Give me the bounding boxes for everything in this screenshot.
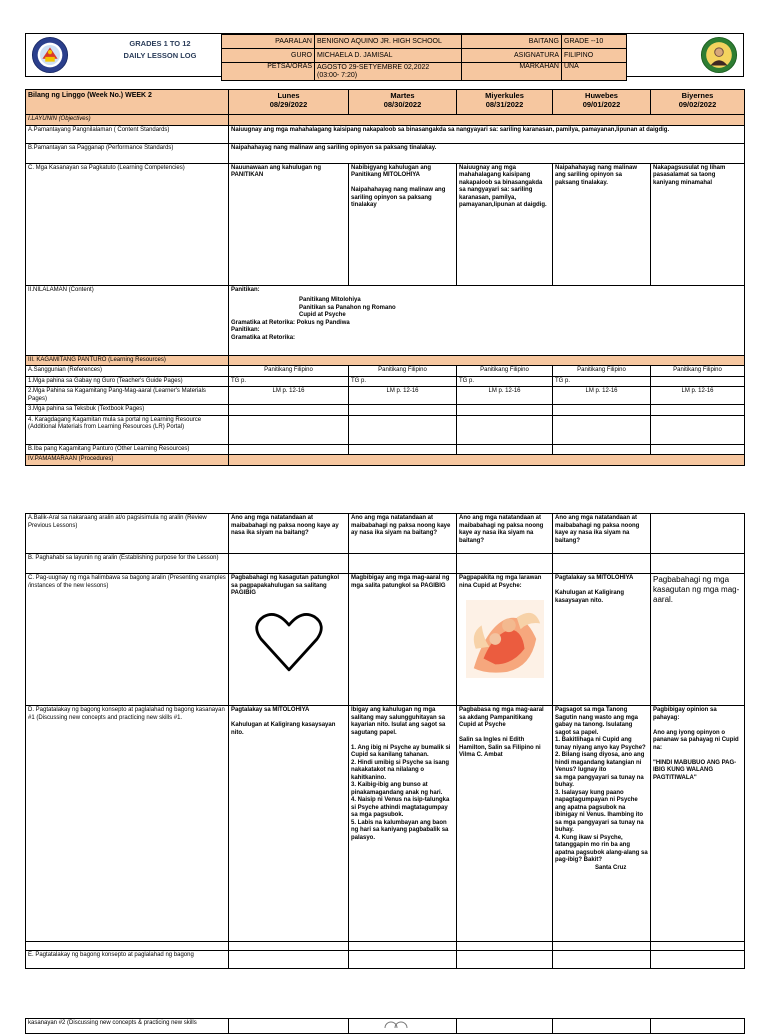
references-label: A.Sanggunian (References) xyxy=(26,366,229,377)
discuss1-monday: Pagtalakay sa MITOLOHIYA Kahulugan at Kaligirang kasaysayan nito. xyxy=(229,706,349,942)
lesson-table-part-2 xyxy=(25,513,745,969)
subject-value: FILIPINO xyxy=(562,49,627,63)
day-date: 09/02/2022 xyxy=(678,100,717,109)
cupid-and-psyche-painting xyxy=(466,600,544,678)
examples-friday: Pagbabahagi ng mga kasagutan ng mga mag-aaral. xyxy=(651,574,745,706)
content-label: II.NILALAMAN (Content) xyxy=(26,285,229,355)
lm-cell: LM p. 12-16 xyxy=(349,387,457,405)
review-label: A.Balik-Aral sa nakaraang aralin at/o pagsisimula ng aralin (Review Previous Lessons) xyxy=(26,514,229,554)
subject-label: ASIGNATURA xyxy=(462,49,562,63)
reference-cell: Panitikang Filipino xyxy=(651,366,745,377)
day-name: Huwebes xyxy=(585,91,618,100)
day-name: Miyerkules xyxy=(485,91,524,100)
resources-band xyxy=(229,355,745,366)
content-line: Panitikan: xyxy=(231,286,260,293)
grade-value: GRADE --10 xyxy=(562,35,627,49)
review-tuesday: Ano ang mga natatandaan at maibabahagi ng paksa noong kaye ay nasa ika siyam na baitang? xyxy=(349,514,457,554)
day-date: 08/31/2022 xyxy=(485,100,524,109)
competency-wednesday: Naiuugnay ang mga mahahalagang kaisipang nakapaloob sa binasangakda sa nangyayari sa: sariling karanasan, pamilya, pamayanan,lipunan at daigdig. xyxy=(457,163,553,285)
procedures-label: IV.PAMAMARAAN (Procedures) xyxy=(26,455,229,466)
circles-icon xyxy=(351,1020,411,1028)
objectives-band xyxy=(229,115,745,126)
discuss-concepts-2-continued-label: kasanayan #2 (Discussing new concepts & practicing new skills xyxy=(26,1019,229,1034)
teacher-value: MICHAELA D. JAMISAL xyxy=(315,49,462,63)
lm-cell: LM p. 12-16 xyxy=(457,387,553,405)
school-seal-logo xyxy=(700,36,738,74)
grade-label: BAITANG xyxy=(462,35,562,49)
examples-tuesday: Magbibigay ang mga mag-aaral ng mga salita patungkol sa PAGIBIG xyxy=(349,574,457,706)
day-name: Lunes xyxy=(277,91,300,100)
day-date: 08/29/2022 xyxy=(269,100,308,109)
deped-seal-logo xyxy=(31,36,69,74)
reference-cell: Panitikang Filipino xyxy=(349,366,457,377)
title-line-1: GRADES 1 TO 12 xyxy=(129,39,191,48)
teacher-label: GURO xyxy=(222,49,315,63)
teachers-guide-label: 1.Mga pahina sa Gabay ng Guro (Teacher's Guide Pages) xyxy=(26,376,229,387)
content-line: Gramatika at Retorika: xyxy=(231,334,296,341)
content-line: Panitikan sa Panahon ng Romano xyxy=(299,304,396,311)
competency-tuesday: Nabibigyang kahulugan ang Panitikang MITOLOHIYA Naipahahayag nang malinaw ang sariling opinyon sa paksang tinalakay xyxy=(349,163,457,285)
header-info-table xyxy=(221,34,627,81)
signature-name: Santa Cruz xyxy=(595,864,627,871)
content-line: Panitikang Mitolohiya xyxy=(299,297,361,303)
textbook-label: 3.Mga pahina sa Teksbuk (Textbook Pages) xyxy=(26,405,229,416)
tg-cell: TG p. xyxy=(457,376,553,387)
dll-header xyxy=(25,33,744,77)
school-label: PAARALAN xyxy=(222,35,315,49)
tg-cell: TG p. xyxy=(229,376,349,387)
other-resources-label: B.Iba pang Kagamitang Panturo (Other Learning Resources) xyxy=(26,444,229,455)
lesson-table-part-1 xyxy=(25,89,745,466)
review-thursday: Ano ang mga natatandaan at maibabahagi ng paksa noong kaye ay nasa ika siyam na baitang? xyxy=(553,514,651,554)
competency-thursday: Naipahahayag nang malinaw ang sariling opinyon sa paksang tinalakay. xyxy=(553,163,651,285)
reference-cell: Panitikang Filipino xyxy=(457,366,553,377)
examples-text: Pagpapakita ng mga larawan nina Cupid at Psyche: xyxy=(459,575,542,589)
content-line: Gramatika at Retorika: Pokus ng Pandiwa xyxy=(231,319,350,326)
learners-materials-label: 2.Mga Pahina sa Kagamitang Pang-Mag-aaral (Learner's Materials Pages) xyxy=(26,387,229,405)
heart-icon xyxy=(254,610,324,675)
examples-wednesday xyxy=(457,574,553,706)
dll-title xyxy=(104,38,216,62)
content-standards-label: A.Pamantayang Pangnilalaman ( Content Standards) xyxy=(26,125,229,143)
competency-friday: Nakapagsusulat ng liham pasasalamat sa taong kaniyang minamahal xyxy=(651,163,745,285)
discuss1-thursday xyxy=(553,706,651,942)
examples-label: C. Pag-uugnay ng mga halimbawa sa bagong aralin (Presenting examples /instances of the new lessons) xyxy=(26,574,229,706)
content-line: Cupid at Psyche xyxy=(299,312,346,318)
quarter-label: MARKAHAN xyxy=(462,63,562,81)
examples-text: Pagbabahagi ng kasagutan patungkol sa pagpapakahulugan sa salitang PAGIBIG xyxy=(231,575,340,596)
circles-cell xyxy=(349,1019,457,1034)
resources-label: III. KAGAMITANG PANTURO (Learning Resources) xyxy=(26,355,229,366)
content-line: Panitikan: xyxy=(231,327,260,333)
discuss1-tuesday: Ibigay ang kahulugan ng mga salitang may salungguhitayan sa kayarian nito. Isulat ang sagot sa sagutang papel. 1. Ang ibig ni Psyche ay bumalik si Cupid sa kanilang tahanan. 2. Hindi umibig si Psyche sa isang nakakatakot na nilalang o kahitkanino. 3. Kaibig-ibig ang bunso at pinakamagandang anak ng hari. 4. Naisip ni Venus na isip-talungka si Psyche athindi magtatagumpay sa mga pagsubok. 5. Labis na kalumbayan ang baon ng hari sa kaniyang pagbabalik sa palasyo. xyxy=(349,706,457,942)
school-value: BENIGNO AQUINO JR. HIGH SCHOOL xyxy=(315,35,462,49)
date-range: AGOSTO 29-SETYEMBRE 02,2022 xyxy=(317,64,430,71)
lm-cell: LM p. 12-16 xyxy=(553,387,651,405)
additional-materials-label: 4. Karagdagang Kagamitan mula sa portal ng Learning Resource (Additional Materials from Learning Resources (LR) Portal) xyxy=(26,415,229,444)
day-header-friday xyxy=(651,90,745,115)
examples-thursday: Pagtalakay sa MITOLOHIYA Kahulugan at Kaligirang kasaysayan nito. xyxy=(553,574,651,706)
reference-cell: Panitikang Filipino xyxy=(553,366,651,377)
performance-standards-text: Naipahahayag nang malinaw ang sariling opinyon sa paksang tinalakay. xyxy=(229,143,745,163)
purpose-label: B. Paghahabi sa layunin ng aralin (Establishing purpose for the Lesson) xyxy=(26,554,229,574)
content-standards-text: Naiuugnay ang mga mahahalagang kaisipang nakapaloob sa binasangakda sa nangyayari sa: sariling karanasan, pamilya, pamayanan,lipunan at daigdig. xyxy=(229,125,745,143)
time-range: (03:00- 7:20) xyxy=(317,72,358,79)
content-text xyxy=(229,285,745,355)
tg-cell: TG p. xyxy=(349,376,457,387)
lm-cell: LM p. 12-16 xyxy=(651,387,745,405)
competency-monday: Nauunawaan ang kahulugan ng PANITIKAN xyxy=(229,163,349,285)
discuss1-text: Pagsagot sa mga Tanong Sagutin nang wasto ang mga gabay na tanong. Isulatang sagot sa papel. 1. Bakitlihaga ni Cupid ang tunay niyang anyo kay Psyche? 2. Bilang isang diyosa, ano ang hindi magandang katangian ni Venus? Iugnay ito sa mga pangyayari sa tunay na buhay. 3. Isalaysay kung paano napagtagumpayan ni Psyche ang apatna pagsubok na ibinigay ni Venus. Ihambing ito sa mga pangyayari sa tunay na buhay. 4. Kung ikaw si Psyche, tatanggapin mo rin ba ang apatna pagsubok alang-alang sa pag-ibig? Bakit? xyxy=(555,707,648,863)
performance-standards-label: B.Pamantayan sa Pagganap (Performance Standards) xyxy=(26,143,229,163)
title-line-2: DAILY LESSON LOG xyxy=(123,51,197,60)
tg-cell xyxy=(651,376,745,387)
lesson-table-part-3 xyxy=(25,1018,745,1034)
day-name: Martes xyxy=(390,91,415,100)
day-header-thursday xyxy=(553,90,651,115)
objectives-label: I.LAYUNIN (Objectives) xyxy=(26,115,229,126)
lm-cell: LM p. 12-16 xyxy=(229,387,349,405)
week-number: Bilang ng Linggo (Week No.) WEEK 2 xyxy=(26,90,229,115)
review-friday xyxy=(651,514,745,554)
day-date: 08/30/2022 xyxy=(383,100,422,109)
discuss1-friday: Pagbibigay opinion sa pahayag: Ano ang iyong opinyon o pananaw sa pahayag ni Cupid na: "HINDI MABUBUO ANG PAG-IBIG KUNG WALANG PAGTITIWALA" xyxy=(651,706,745,942)
review-wednesday: Ano ang mga natatandaan at maibabahagi ng paksa noong kaye ay nasa ika siyam na baitang? xyxy=(457,514,553,554)
tg-cell: TG p. xyxy=(553,376,651,387)
day-date: 09/01/2022 xyxy=(582,100,621,109)
day-header-tuesday xyxy=(349,90,457,115)
day-header-monday xyxy=(229,90,349,115)
reference-cell: Panitikang Filipino xyxy=(229,366,349,377)
examples-monday xyxy=(229,574,349,706)
quarter-value: UNA xyxy=(562,63,627,81)
day-header-wednesday xyxy=(457,90,553,115)
date-label: PETSA/ORAS xyxy=(222,63,315,81)
review-monday: Ano ang mga natatandaan at maibabahagi ng paksa noong kaye ay nasa ika siyam na baitang? xyxy=(229,514,349,554)
day-name: Biyernes xyxy=(681,91,714,100)
discuss1-wednesday: Pagbabasa ng mga mag-aaral sa akdang Pampanitikang Cupid at Psyche Salin sa Ingles ni Edith Hamilton, Salin sa Filipino ni Vilma C. Ambat xyxy=(457,706,553,942)
discuss-concepts-1-label: D. Pagtatalakay ng bagong konsepto at paglalahad ng bagong kasanayan #1 (Discussing new concepts and practicing new skills #1. xyxy=(26,706,229,942)
procedures-band xyxy=(229,455,745,466)
competencies-label: C. Mga Kasanayan sa Pagkatuto (Learning Competencies) xyxy=(26,163,229,285)
date-value xyxy=(315,63,462,81)
discuss-concepts-2-label: E. Pagtatalakay ng bagong konsepto at paglalahad ng bagong xyxy=(26,951,229,969)
